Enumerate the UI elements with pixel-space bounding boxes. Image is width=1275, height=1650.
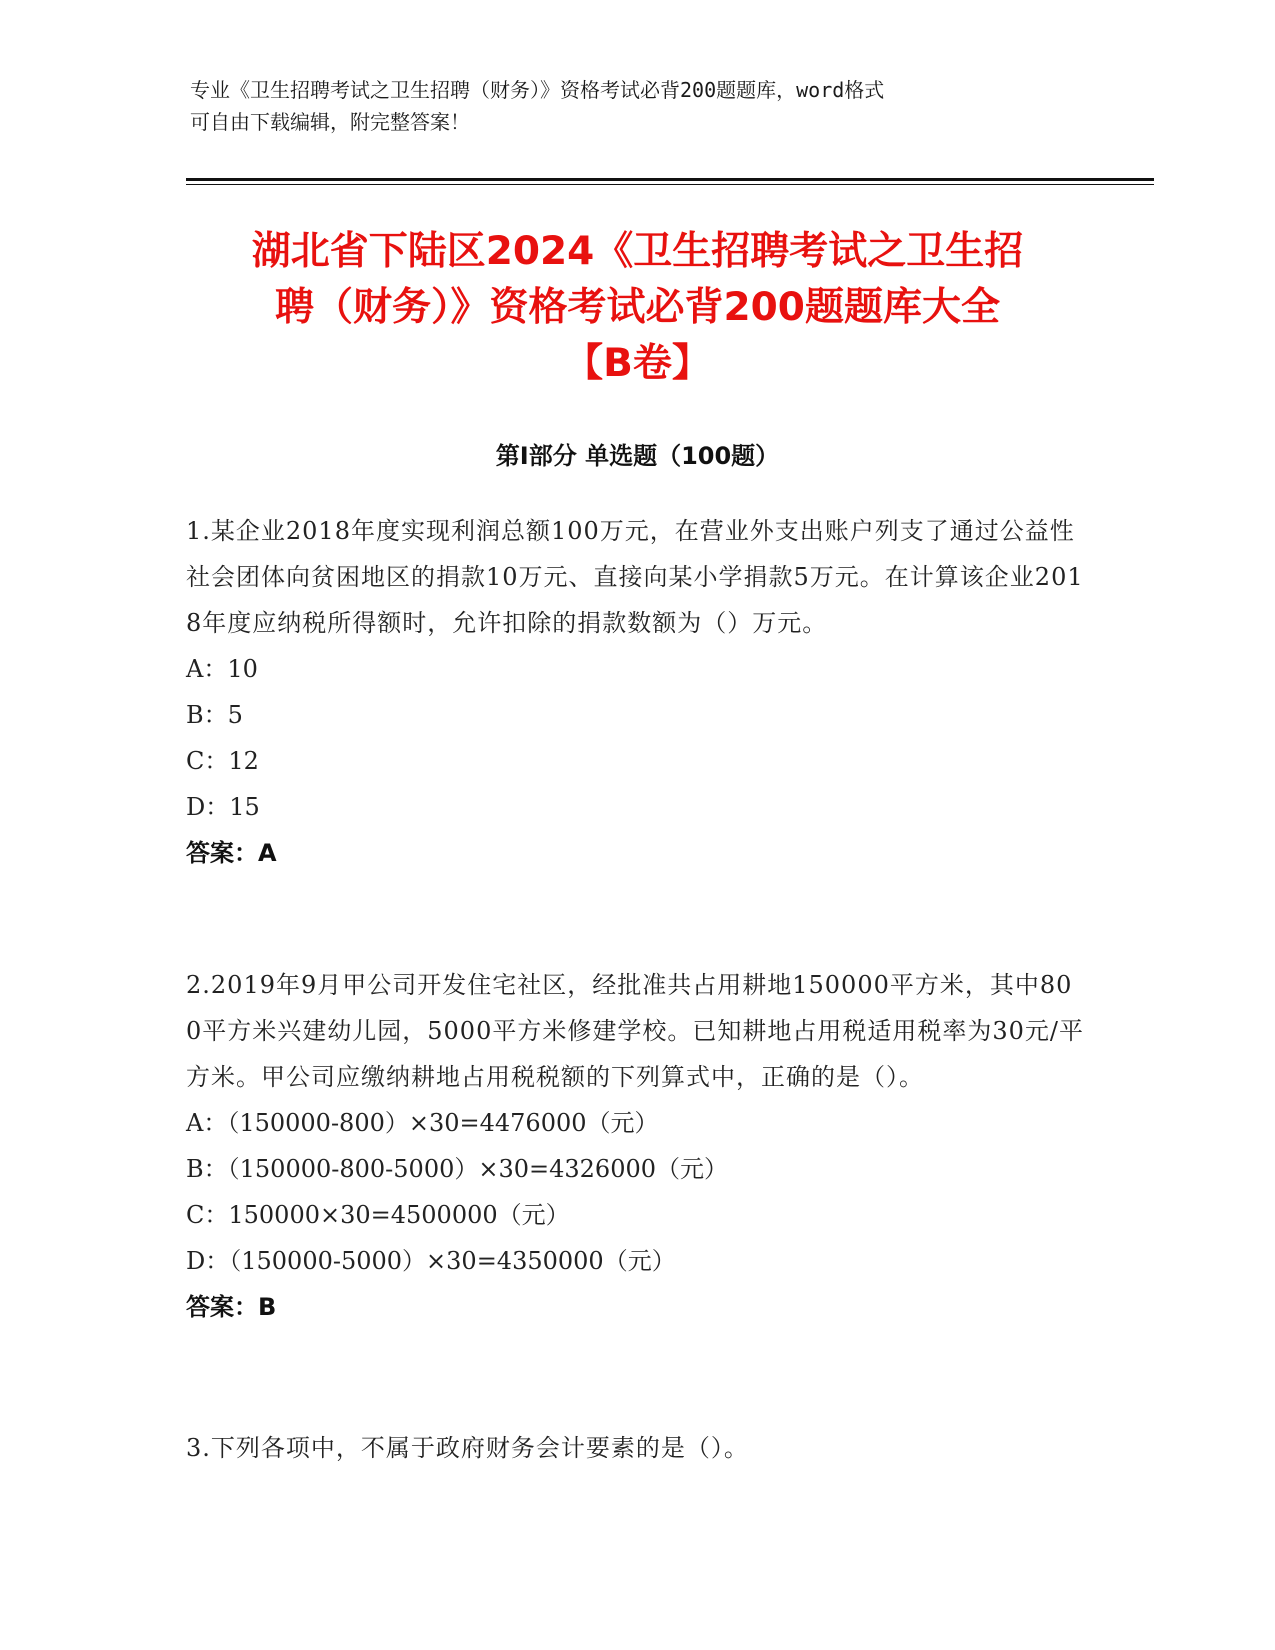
question-stem: 3.下列各项中，不属于政府财务会计要素的是（）。 [186,1434,749,1462]
option-c: C：150000×30=4500000（元） [186,1201,570,1229]
header-rule-thin [186,184,1154,185]
option-a: A：（150000-800）×30=4476000（元） [186,1109,659,1137]
question-stem: 2.2019年9月甲公司开发住宅社区，经批准共占用耕地150000平方米，其中800平方米兴建幼儿园，5000平方米修建学校。已知耕地占用税适用税率为30元/平方米。甲公司应缴纳耕地占用税税额的下列算式中，正确的是（）。 [186,971,1084,1091]
question-3 [186,1425,1086,1471]
title-line1: 湖北省下陆区2024《卫生招聘考试之卫生招 [251,229,1024,274]
section-heading: 第Ⅰ部分 单选题（100题） [495,442,780,470]
question-stem: 1.某企业2018年度实现利润总额100万元，在营业外支出账户列支了通过公益性社会团体向贫困地区的捐款10万元、直接向某小学捐款5万元。在计算该企业2018年度应纳税所得额时，允许扣除的捐款数额为（）万元。 [186,517,1084,637]
option-c: C：12 [186,747,259,775]
document-title [186,224,1089,392]
header-rule-thick [186,178,1154,181]
option-b: B：（150000-800-5000）×30=4326000（元） [186,1155,729,1183]
title-line2: 聘（财务）》资格考试必背200题题库大全 [275,285,1000,330]
option-d: D：（150000-5000）×30=4350000（元） [186,1247,676,1275]
answer-label: 答案：A [186,839,277,867]
option-d: D：15 [186,793,260,821]
answer-label: 答案：B [186,1293,277,1321]
question-1 [186,508,1086,876]
option-a: A：10 [186,655,258,683]
question-2 [186,962,1086,1330]
option-b: B：5 [186,701,243,729]
header-note-line1: 专业《卫生招聘考试之卫生招聘（财务）》资格考试必背200题题库，word格式 [190,78,885,102]
header-note [190,74,1070,138]
header-note-line2: 可自由下载编辑，附完整答案！ [190,110,470,134]
title-line3: 【B卷】 [564,341,711,386]
